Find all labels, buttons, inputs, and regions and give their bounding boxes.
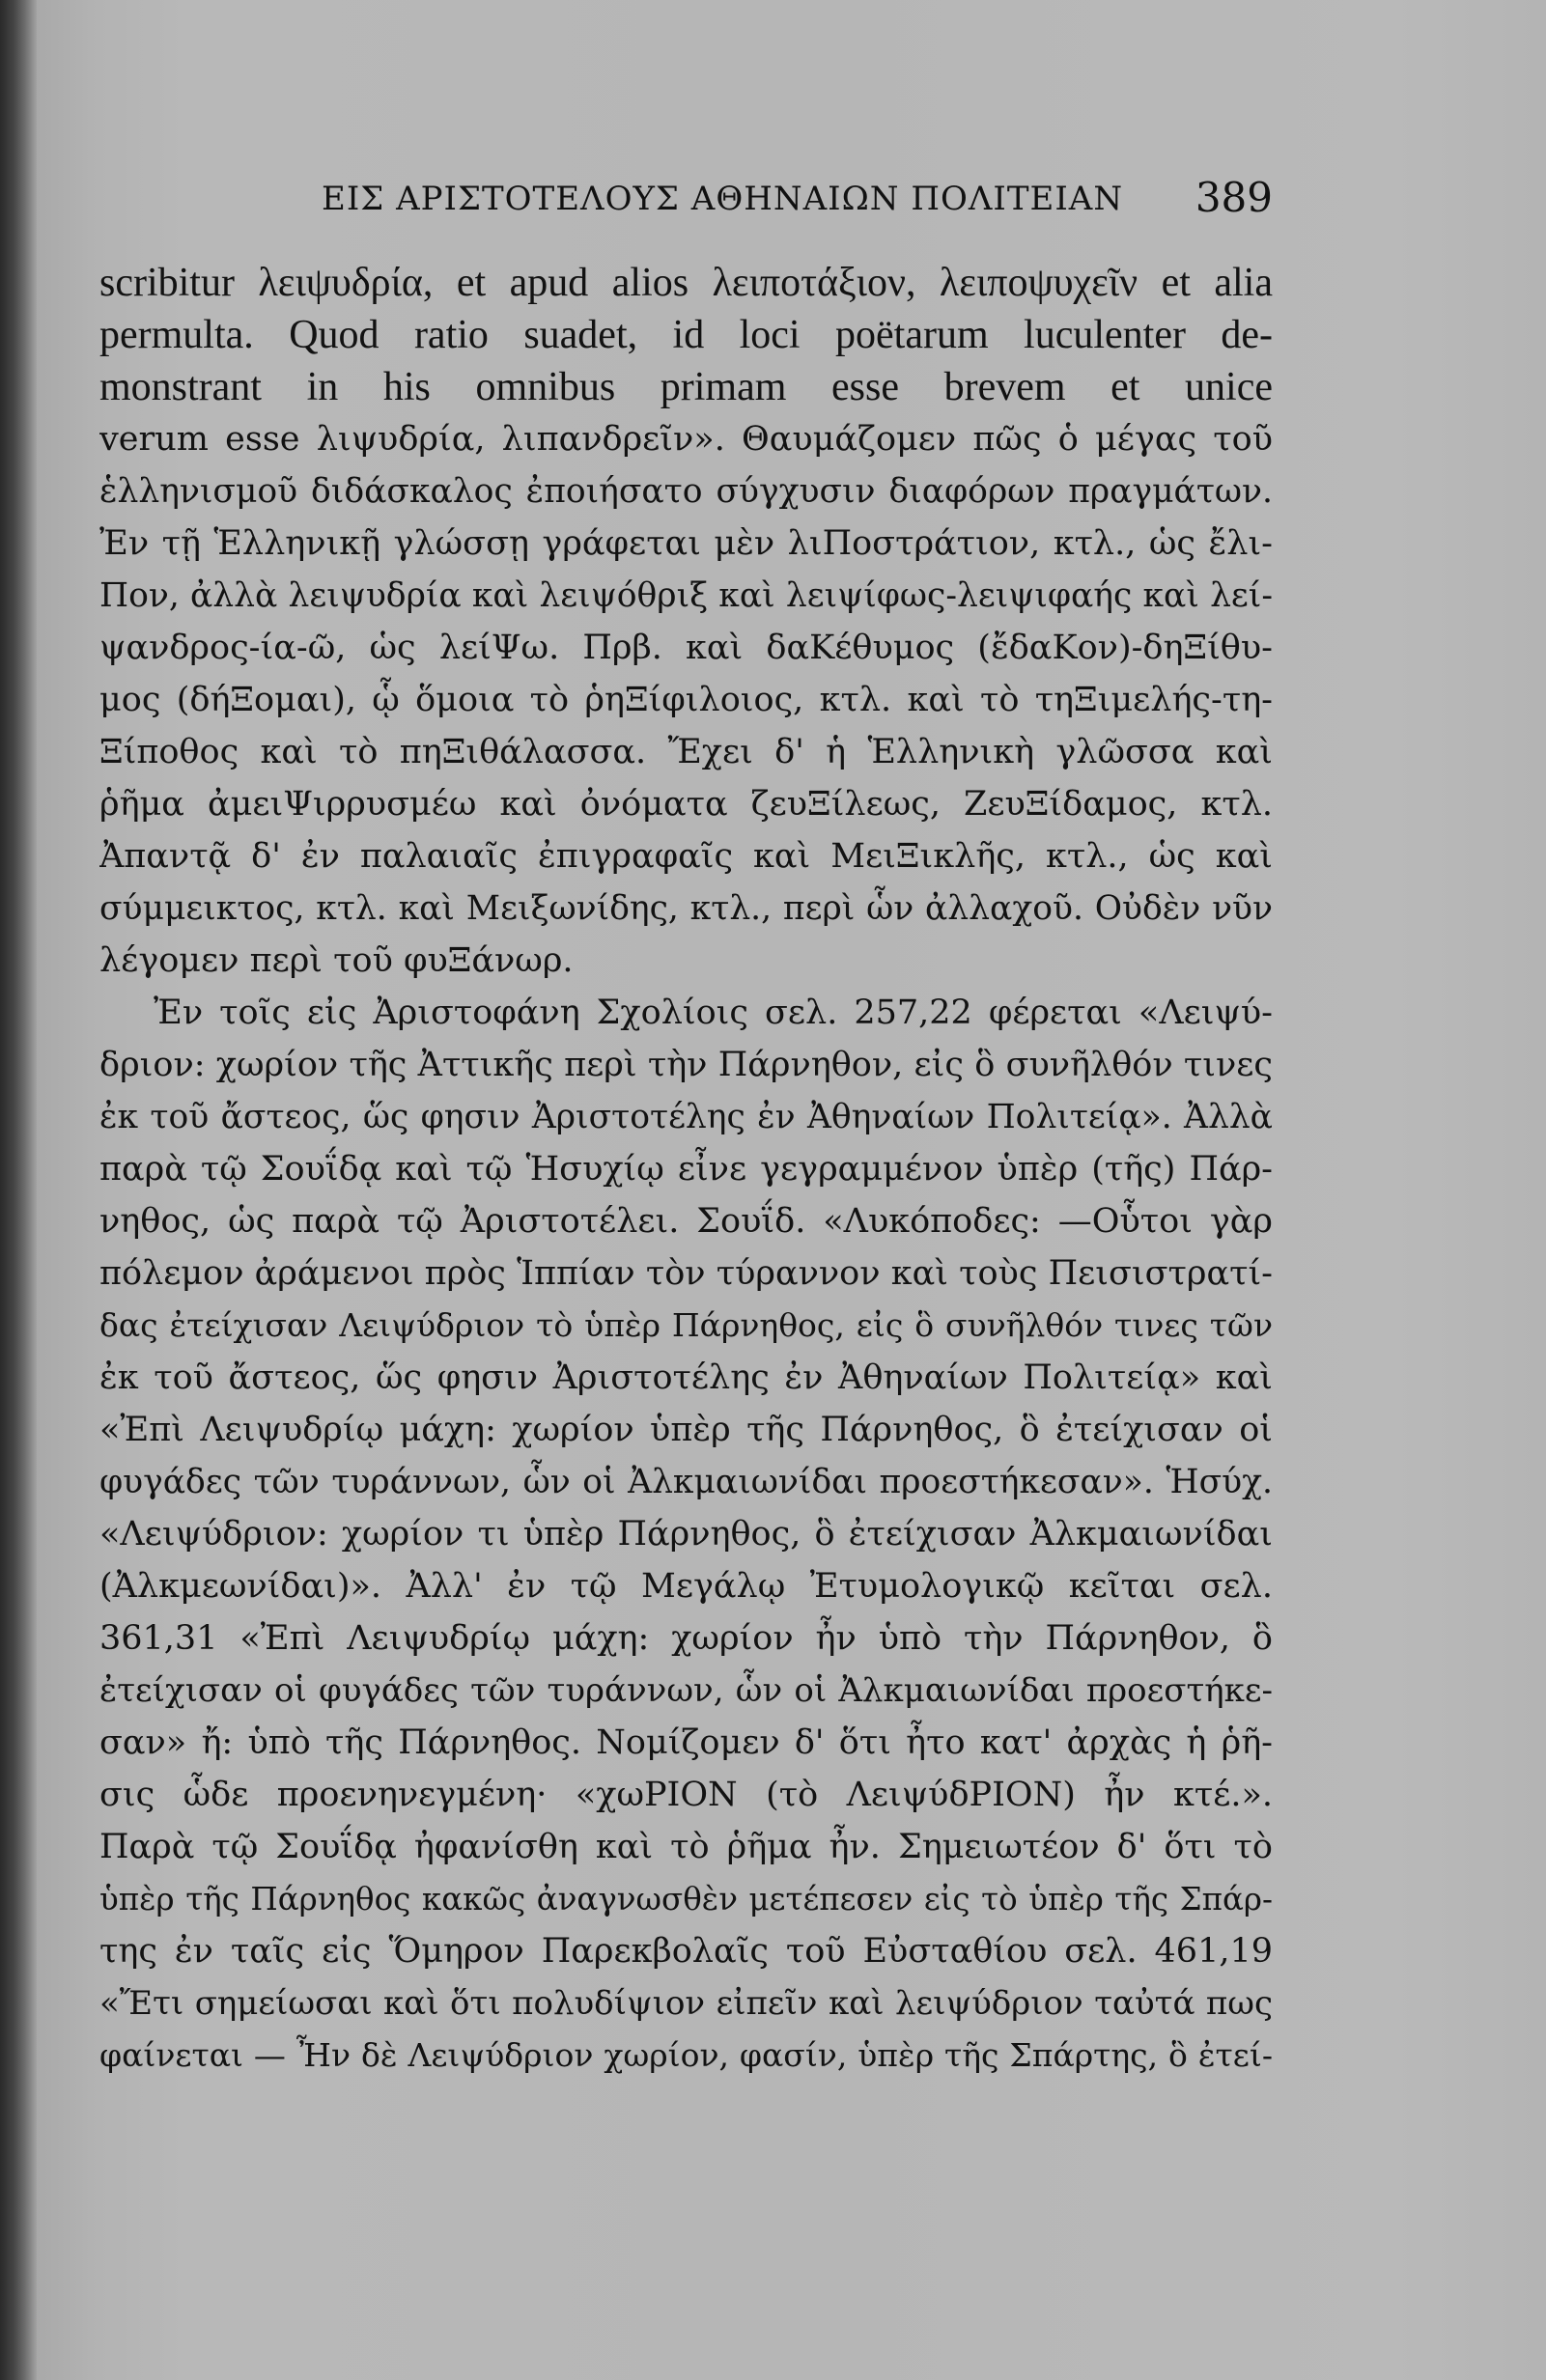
text-line: Παρὰ τῷ Σουΐδᾳ ἠφανίσθη καὶ τὸ ῥῆμα ἦν. Σημειωτέον δ' ὅτι τὸ bbox=[99, 1828, 1273, 1866]
text-line: σύμμεικτος, κτλ. καὶ Μειξωνίδης, κτλ., περὶ ὧν ἀλλαχοῦ. Οὐδὲν νῦν bbox=[99, 889, 1273, 928]
text-line: δας ἐτείχισαν Λειψύδριον τὸ ὑπὲρ Πάρνηθος, εἰς ὃ συνῆλθόν τινες τῶν bbox=[99, 1306, 1273, 1344]
text-line: φυγάδες τῶν τυράννων, ὧν οἱ Ἀλκμαιωνίδαι προεστήκεσαν». Ἡσύχ. bbox=[99, 1463, 1273, 1501]
text-line: «Ἐπὶ Λειψυδρίῳ μάχη: χωρίον ὑπὲρ τῆς Πάρνηθος, ὃ ἐτείχισαν οἱ bbox=[99, 1411, 1273, 1449]
text-line: Ἐν τῇ Ἑλληνικῇ γλώσσῃ γράφεται μὲν λιΠοστράτιον, κτλ., ὡς ἔλι- bbox=[99, 524, 1273, 563]
text-line: φαίνεται — Ἦν δὲ Λειψύδριον χωρίον, φασίν, ὑπὲρ τῆς Σπάρτης, ὃ ἐτεί- bbox=[99, 2036, 1273, 2074]
text-line: ἑλληνισμοῦ διδάσκαλος ἐποιήσατο σύγχυσιν διαφόρων πραγμάτων. bbox=[99, 472, 1273, 511]
text-line: ψανδρος-ία-ῶ, ὡς λείΨω. Πρβ. καὶ δαΚέθυμος (ἔδαΚον)-δηΞίθυ- bbox=[99, 629, 1273, 667]
text-line: λέγομεν περὶ τοῦ φυΞάνωρ. bbox=[99, 941, 574, 980]
text-line: (Ἀλκμεωνίδαι)». Ἀλλ' ἐν τῷ Μεγάλῳ Ἐτυμολογικῷ κεῖται σελ. bbox=[99, 1567, 1273, 1606]
text-line: «Λειψύδριον: χωρίον τι ὑπὲρ Πάρνηθος, ὃ ἐτείχισαν Ἀλκμαιωνίδαι bbox=[99, 1515, 1273, 1554]
body-text bbox=[99, 257, 1273, 2082]
running-title: ΕΙΣ ΑΡΙΣΤΟΤΕΛΟΥΣ ΑΘΗΝΑΙΩΝ ΠΟΛΙΤΕΙΑΝ bbox=[322, 180, 1124, 218]
text-line: Ἐν τοῖς εἰς Ἀριστοφάνη Σχολίοις σελ. 257,22 φέρεται «Λειψύ- bbox=[154, 994, 1273, 1032]
text-line: πόλεμον ἀράμενοι πρὸς Ἱππίαν τὸν τύραννον καὶ τοὺς Πεισιστρατί- bbox=[99, 1254, 1273, 1293]
text-line: σις ὧδε προενηνεγμένη· «χωΡΙΟΝ (τὸ ΛειψύδΡΙΟΝ) ἦν κτέ.». bbox=[99, 1776, 1273, 1814]
text-line: ἐκ τοῦ ἄστεος, ὥς φησιν Ἀριστοτέλης ἐν Ἀθηναίων Πολιτείᾳ» καὶ bbox=[99, 1358, 1273, 1397]
text-line: scribitur λειψυδρία, et apud alios λειποτάξιον, λειποψυχεῖν et alia bbox=[99, 261, 1273, 305]
text-line: σαν» ἤ: ὑπὸ τῆς Πάρνηθος. Νομίζομεν δ' ὅτι ἦτο κατ' ἀρχὰς ἡ ῥῆ- bbox=[99, 1723, 1273, 1762]
text-line: verum esse λιψυδρία, λιπανδρεῖν». Θαυμάζομεν πῶς ὁ μέγας τοῦ bbox=[99, 420, 1273, 459]
text-line: ῥῆμα ἀμειΨιρρυσμέω καὶ ὀνόματα ζευΞίλεως, ΖευΞίδαμος, κτλ. bbox=[99, 785, 1273, 824]
text-line: permulta. Quod ratio suadet, id loci poëtarum luculenter de- bbox=[99, 313, 1273, 357]
text-line: ὑπὲρ τῆς Πάρνηθος κακῶς ἀναγνωσθὲν μετέπεσεν εἰς τὸ ὑπὲρ τῆς Σπάρ- bbox=[99, 1881, 1273, 1918]
text-line: Ἀπαντᾷ δ' ἐν παλαιαῖς ἐπιγραφαῖς καὶ ΜειΞικλῆς, κτλ., ὡς καὶ bbox=[99, 837, 1273, 876]
text-line: της ἐν ταῖς εἰς Ὅμηρον Παρεκβολαῖς τοῦ Εὐσταθίου σελ. 461,19 bbox=[99, 1932, 1273, 1971]
text-line: Πον, ἀλλὰ λειψυδρία καὶ λειψόθριξ καὶ λειψίφως-λειψιφαής καὶ λεί- bbox=[99, 576, 1273, 615]
text-line: δριον: χωρίον τῆς Ἀττικῆς περὶ τὴν Πάρνηθον, εἰς ὃ συνῆλθόν τινες bbox=[99, 1046, 1273, 1084]
text-line: «Ἔτι σημείωσαι καὶ ὅτι πολυδίψιον εἰπεῖν καὶ λειψύδριον ταὐτά πως bbox=[99, 1984, 1273, 2023]
text-line: νηθος, ὡς παρὰ τῷ Ἀριστοτέλει. Σουΐδ. «Λυκόποδες: —Οὗτοι γὰρ bbox=[99, 1202, 1273, 1241]
text-line: μος (δήΞομαι), ᾧ ὅμοια τὸ ῥηΞίφιλοιος, κτλ. καὶ τὸ τηΞιμελής-τη- bbox=[99, 681, 1273, 719]
text-line: Ξίποθος καὶ τὸ πηΞιθάλασσα. Ἔχει δ' ἡ Ἑλληνικὴ γλῶσσα καὶ bbox=[99, 733, 1273, 771]
text-line: monstrant in his omnibus primam esse brevem et unice bbox=[99, 365, 1273, 409]
page-number: 389 bbox=[1195, 174, 1273, 221]
text-line: ἐτείχισαν οἱ φυγάδες τῶν τυράννων, ὧν οἱ Ἀλκμαιωνίδαι προεστήκε- bbox=[99, 1671, 1273, 1710]
book-page bbox=[37, 0, 1546, 2380]
running-header bbox=[322, 174, 1273, 232]
text-line: παρὰ τῷ Σουΐδᾳ καὶ τῷ Ἡσυχίῳ εἶνε γεγραμμένον ὑπὲρ (τῆς) Πάρ- bbox=[99, 1150, 1273, 1189]
text-line: ἐκ τοῦ ἄστεος, ὥς φησιν Ἀριστοτέλης ἐν Ἀθηναίων Πολιτείᾳ». Ἀλλὰ bbox=[99, 1098, 1273, 1136]
text-line: 361,31 «Ἐπὶ Λειψυδρίῳ μάχη: χωρίον ἦν ὑπὸ τὴν Πάρνηθον, ὃ bbox=[99, 1619, 1273, 1658]
